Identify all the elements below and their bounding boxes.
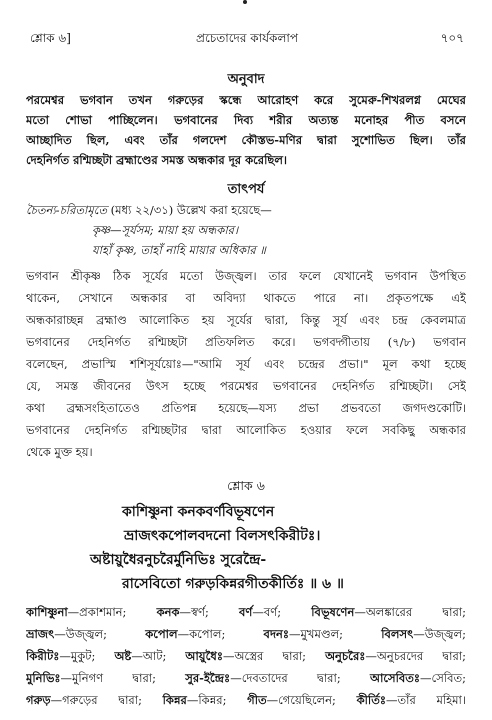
- synonym-meaning: —উজ্জ্বল;: [413, 627, 466, 641]
- translation-line: মতো শোভা পাচ্ছিলেন। ভগবানের দিব্য শরীর অত্যন্ত মনোহর পীত বসনে: [26, 113, 466, 127]
- purport-line: থেকে মুক্ত হয়।: [26, 445, 93, 459]
- synonym-meaning: —আট;: [131, 649, 186, 663]
- verse-heading: শ্লোক ৬: [227, 478, 265, 493]
- purport-line: বলেছেন, প্রভাস্মি শশিসূর্যয়োঃ—"আমি সূর্য এবং চন্দ্রের প্রভা।" মূল কথা হচ্ছে: [26, 357, 466, 371]
- purport-intro: [26, 202, 466, 221]
- purport-intro-source: চৈতন্য-চরিতামৃতে: [26, 203, 107, 217]
- translation-line: দেহনির্গত রশ্মিচ্ছটা ব্রহ্মাণ্ডের সমস্ত অন্ধকার দূর করেছিল।: [26, 153, 288, 167]
- ink-dot: [243, 0, 247, 4]
- synonym-line: [26, 648, 466, 667]
- purport-line: থাকেন, সেখানে অন্ধকার বা অবিদ্যা থাকতে পারে না। প্রকৃতপক্ষে এই: [26, 291, 466, 305]
- synonym-meaning: —সেবিত;: [420, 671, 466, 685]
- synonym-word: বিলসৎ: [381, 627, 414, 641]
- synonym-meaning: —মুখমণ্ডল;: [289, 627, 382, 641]
- synonym-word: ভ্রাজৎ: [26, 627, 55, 641]
- purport-line: যে, সমস্ত জীবনের উৎস হচ্ছে পরমেশ্বর ভগবানের দেহনির্গত রশ্মিচ্ছটা। সেই: [26, 379, 466, 393]
- synonym-word: সুর-ইন্দ্রৈঃ: [185, 671, 231, 685]
- purport-line: ভগবানের দেহনির্গত রশ্মিচ্ছটা প্রতিফলিত করে। ভগবদ্গীতায় (৭/৮) ভগবান: [26, 335, 466, 349]
- purport-line: কথা ব্রহ্মসংহিতাতেও প্রতিপন্ন হয়েছে—যস্য প্রভা প্রভবতো জগদণ্ডকোটি।: [26, 401, 466, 415]
- synonym-word: কিরীটঃ: [26, 649, 60, 663]
- purport-line: ভগবানের দেহনির্গত রশ্মিচ্ছটার দ্বারা আলোকিত হওয়ার ফলে সবকিছু অন্ধকার: [26, 423, 466, 437]
- synonym-word: বদনঃ: [263, 627, 289, 641]
- synonym-line: [26, 626, 466, 645]
- synonym-word: কিন্নর: [162, 693, 187, 707]
- verse-line: অষ্টায়ুধৈরনুচরৈর্মুনিভিঃ সুরেন্দ্রৈ-: [90, 552, 267, 568]
- synonym-word: আসেবিতঃ: [369, 671, 421, 685]
- synonym-word: অষ্ট: [114, 649, 132, 663]
- header-verse-ref: শ্লোক ৬]: [30, 31, 71, 45]
- synonym-meaning: —অলঙ্কারের দ্বারা;: [354, 605, 466, 619]
- synonym-meaning: —কপোল;: [177, 627, 264, 641]
- synonym-meaning: —প্রকাশমান;: [67, 605, 157, 619]
- translation-heading: অনুবাদ: [227, 72, 265, 87]
- header-chapter-title: প্রচেতাদের কার্যকলাপ: [195, 31, 299, 45]
- synonym-word: গীত: [247, 693, 267, 707]
- synonym-meaning: —গরুড়ের দ্বারা;: [50, 693, 163, 707]
- synonym-meaning: —তাঁর মহিমা।: [385, 693, 466, 707]
- synonym-meaning: —অনুচরদের দ্বারা;: [365, 649, 466, 663]
- running-header: [30, 30, 464, 50]
- synonym-meaning: —স্বর্ণ;: [179, 605, 240, 619]
- synonym-meaning: —মুনিগণ দ্বারা;: [60, 671, 186, 685]
- purport-quote-line: যাহাঁ কৃষ্ণ, তাহাঁ নাহি মায়ার অধিকার ॥: [92, 243, 266, 257]
- synonym-meaning: —দেবতাদের দ্বারা;: [230, 671, 370, 685]
- synonym-meaning: —কিন্নর;: [186, 693, 248, 707]
- synonym-word: কীর্তিঃ: [356, 693, 386, 707]
- purport-line: ভগবান শ্রীকৃষ্ণ ঠিক সূর্যের মতো উজ্জ্বল। তার ফলে যেখানেই ভগবান উপস্থিত: [26, 269, 466, 283]
- synonym-line: [26, 670, 466, 689]
- synonym-word: কনক: [156, 605, 180, 619]
- synonym-meaning: —অস্ত্রের দ্বারা;: [223, 649, 326, 663]
- synonym-line: [26, 604, 466, 623]
- synonym-word: বিভূষণেন: [311, 605, 355, 619]
- synonym-word: আয়ুধৈঃ: [185, 649, 223, 663]
- synonym-word: বর্ণ: [239, 605, 253, 619]
- page-number: ৭০৭: [440, 31, 464, 45]
- synonym-meaning: —গেয়েছিলেন;: [266, 693, 357, 707]
- synonym-meaning: —উজ্জ্বল;: [54, 627, 146, 641]
- verse-line: কাশিষ্ণুনা কনকবর্ণবিভূষণেন: [122, 504, 275, 520]
- synonym-word: অনুচরৈঃ: [325, 649, 366, 663]
- synonym-word: গরুড়: [26, 693, 51, 707]
- translation-line: আচ্ছাদিত ছিল, এবং তাঁর গলদেশ কৌস্তভ-মণির দ্বারা সুশোভিত ছিল। তাঁর: [26, 133, 466, 147]
- purport-heading: তাৎপর্য: [227, 182, 265, 197]
- synonym-meaning: —বর্ণ;: [252, 605, 312, 619]
- synonym-line: [26, 692, 466, 711]
- synonym-word: মুনিভিঃ: [26, 671, 61, 685]
- synonym-meaning: —মুকুট;: [59, 649, 115, 663]
- purport-line: অন্ধকারাচ্ছন্ন ব্রহ্মাণ্ড আলোকিত হয় সূর্যের দ্বারা, কিন্তু সূর্য এবং চন্দ্র কেবলমাত্র: [26, 313, 466, 327]
- purport-intro-rest: (মধ্য ২২/৩১) উল্লেখ করা হয়েছে—: [107, 203, 272, 217]
- purport-quote-line: কৃষ্ণ—সূর্যসম; মায়া হয় অন্ধকার।: [92, 223, 239, 237]
- verse-line: ভ্রাজৎকপোলবদনো বিলসৎকিরীটঃ।: [124, 528, 321, 544]
- translation-line: পরমেশ্বর ভগবান তখন গরুড়ের স্কন্ধে আরোহণ করে সুমেরু-শিখরলগ্ন মেঘের: [26, 93, 466, 107]
- verse-line: রাসেবিতো গরুড়কিন্নরগীতকীর্তিঃ ॥ ৬ ॥: [122, 576, 344, 592]
- synonym-word: কপোল: [145, 627, 178, 641]
- synonym-word: কাশিষ্ণুনা: [26, 605, 68, 619]
